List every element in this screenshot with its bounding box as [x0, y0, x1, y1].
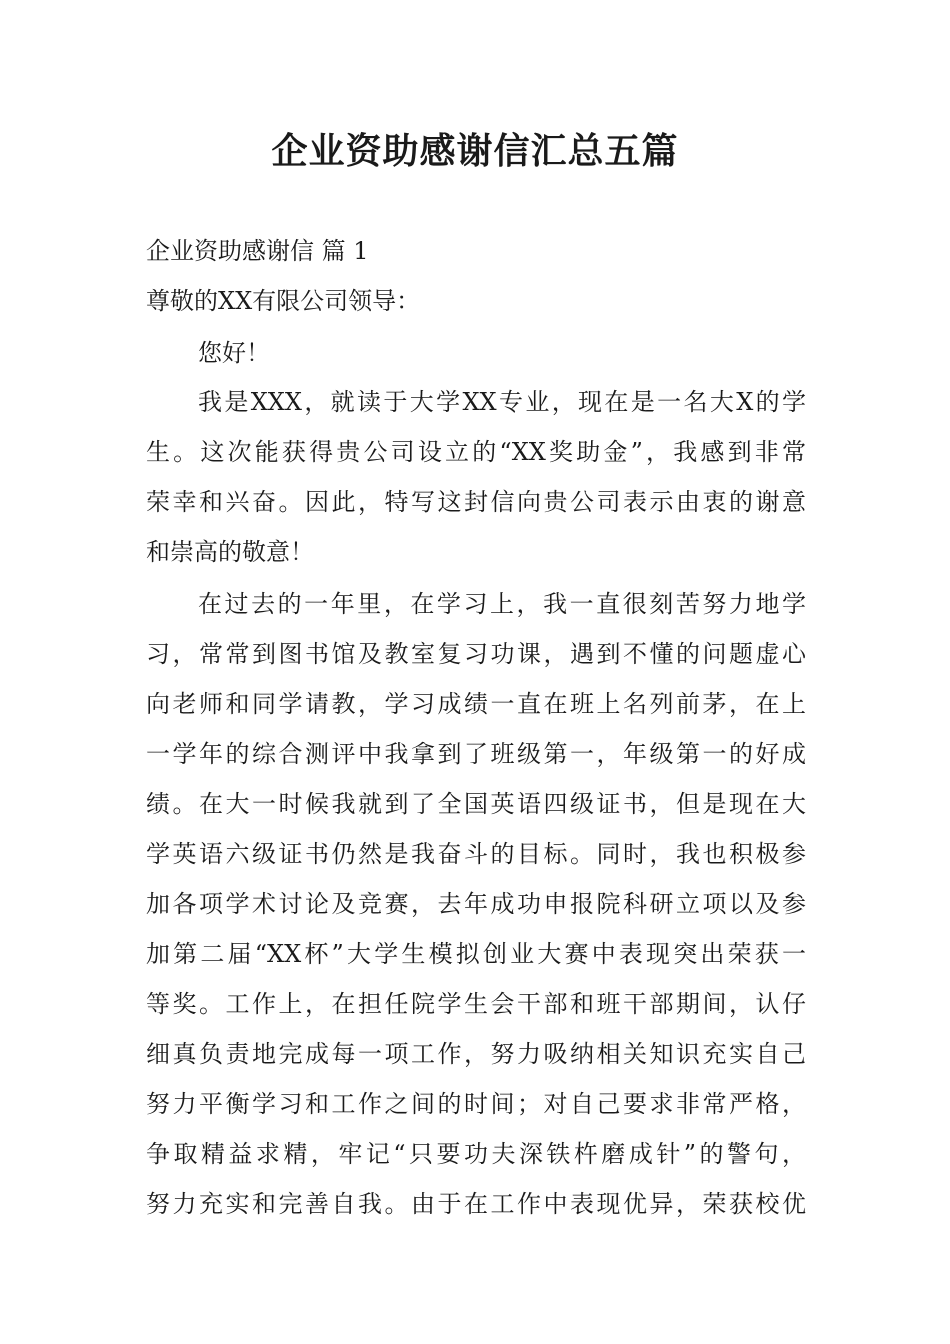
salutation: 尊敬的XX有限公司领导：: [146, 287, 421, 315]
document-title: 企业资助感谢信汇总五篇: [271, 130, 679, 172]
section-heading: 企业资助感谢信 篇 1: [146, 237, 369, 265]
paragraph-line: 在过去的一年里，在学习上，我一直很刻苦努力地学: [198, 590, 806, 618]
greeting: 您好！: [198, 339, 270, 367]
paragraph-line: 习，常常到图书馆及教室复习功课，遇到不懂的问题虚心: [146, 640, 806, 668]
paragraph-1: [146, 377, 806, 577]
paragraph-line: 努力充实和完善自我。由于在工作中表现优异，荣获校优: [146, 1190, 806, 1218]
paragraph-line: 荣幸和兴奋。因此，特写这封信向贵公司表示由衷的谢意: [146, 488, 806, 516]
paragraph-line: 加第二届“XX杯”大学生模拟创业大赛中表现突出荣获一: [146, 940, 806, 968]
paragraph-line: 生。这次能获得贵公司设立的“XX奖助金”，我感到非常: [146, 438, 806, 466]
paragraph-line: 等奖。工作上，在担任院学生会干部和班干部期间，认仔: [146, 990, 806, 1018]
paragraph-line: 加各项学术讨论及竞赛，去年成功申报院科研立项以及参: [146, 890, 806, 918]
paragraph-2: [146, 579, 806, 1229]
paragraph-line: 一学年的综合测评中我拿到了班级第一，年级第一的好成: [146, 740, 806, 768]
paragraph-line: 绩。在大一时候我就到了全国英语四级证书，但是现在大: [146, 790, 806, 818]
paragraph-line: 和崇高的敬意！: [146, 538, 314, 566]
paragraph-line: 我是XXX，就读于大学XX专业，现在是一名大X的学: [198, 388, 806, 416]
paragraph-line: 努力平衡学习和工作之间的时间；对自己要求非常严格，: [146, 1090, 806, 1118]
paragraph-line: 向老师和同学请教，学习成绩一直在班上名列前茅，在上: [146, 690, 806, 718]
paragraph-line: 学英语六级证书仍然是我奋斗的目标。同时，我也积极参: [146, 840, 806, 868]
paragraph-line: 争取精益求精，牢记“只要功夫深铁杵磨成针”的警句，: [146, 1140, 806, 1168]
paragraph-line: 细真负责地完成每一项工作，努力吸纳相关知识充实自己: [146, 1040, 806, 1068]
